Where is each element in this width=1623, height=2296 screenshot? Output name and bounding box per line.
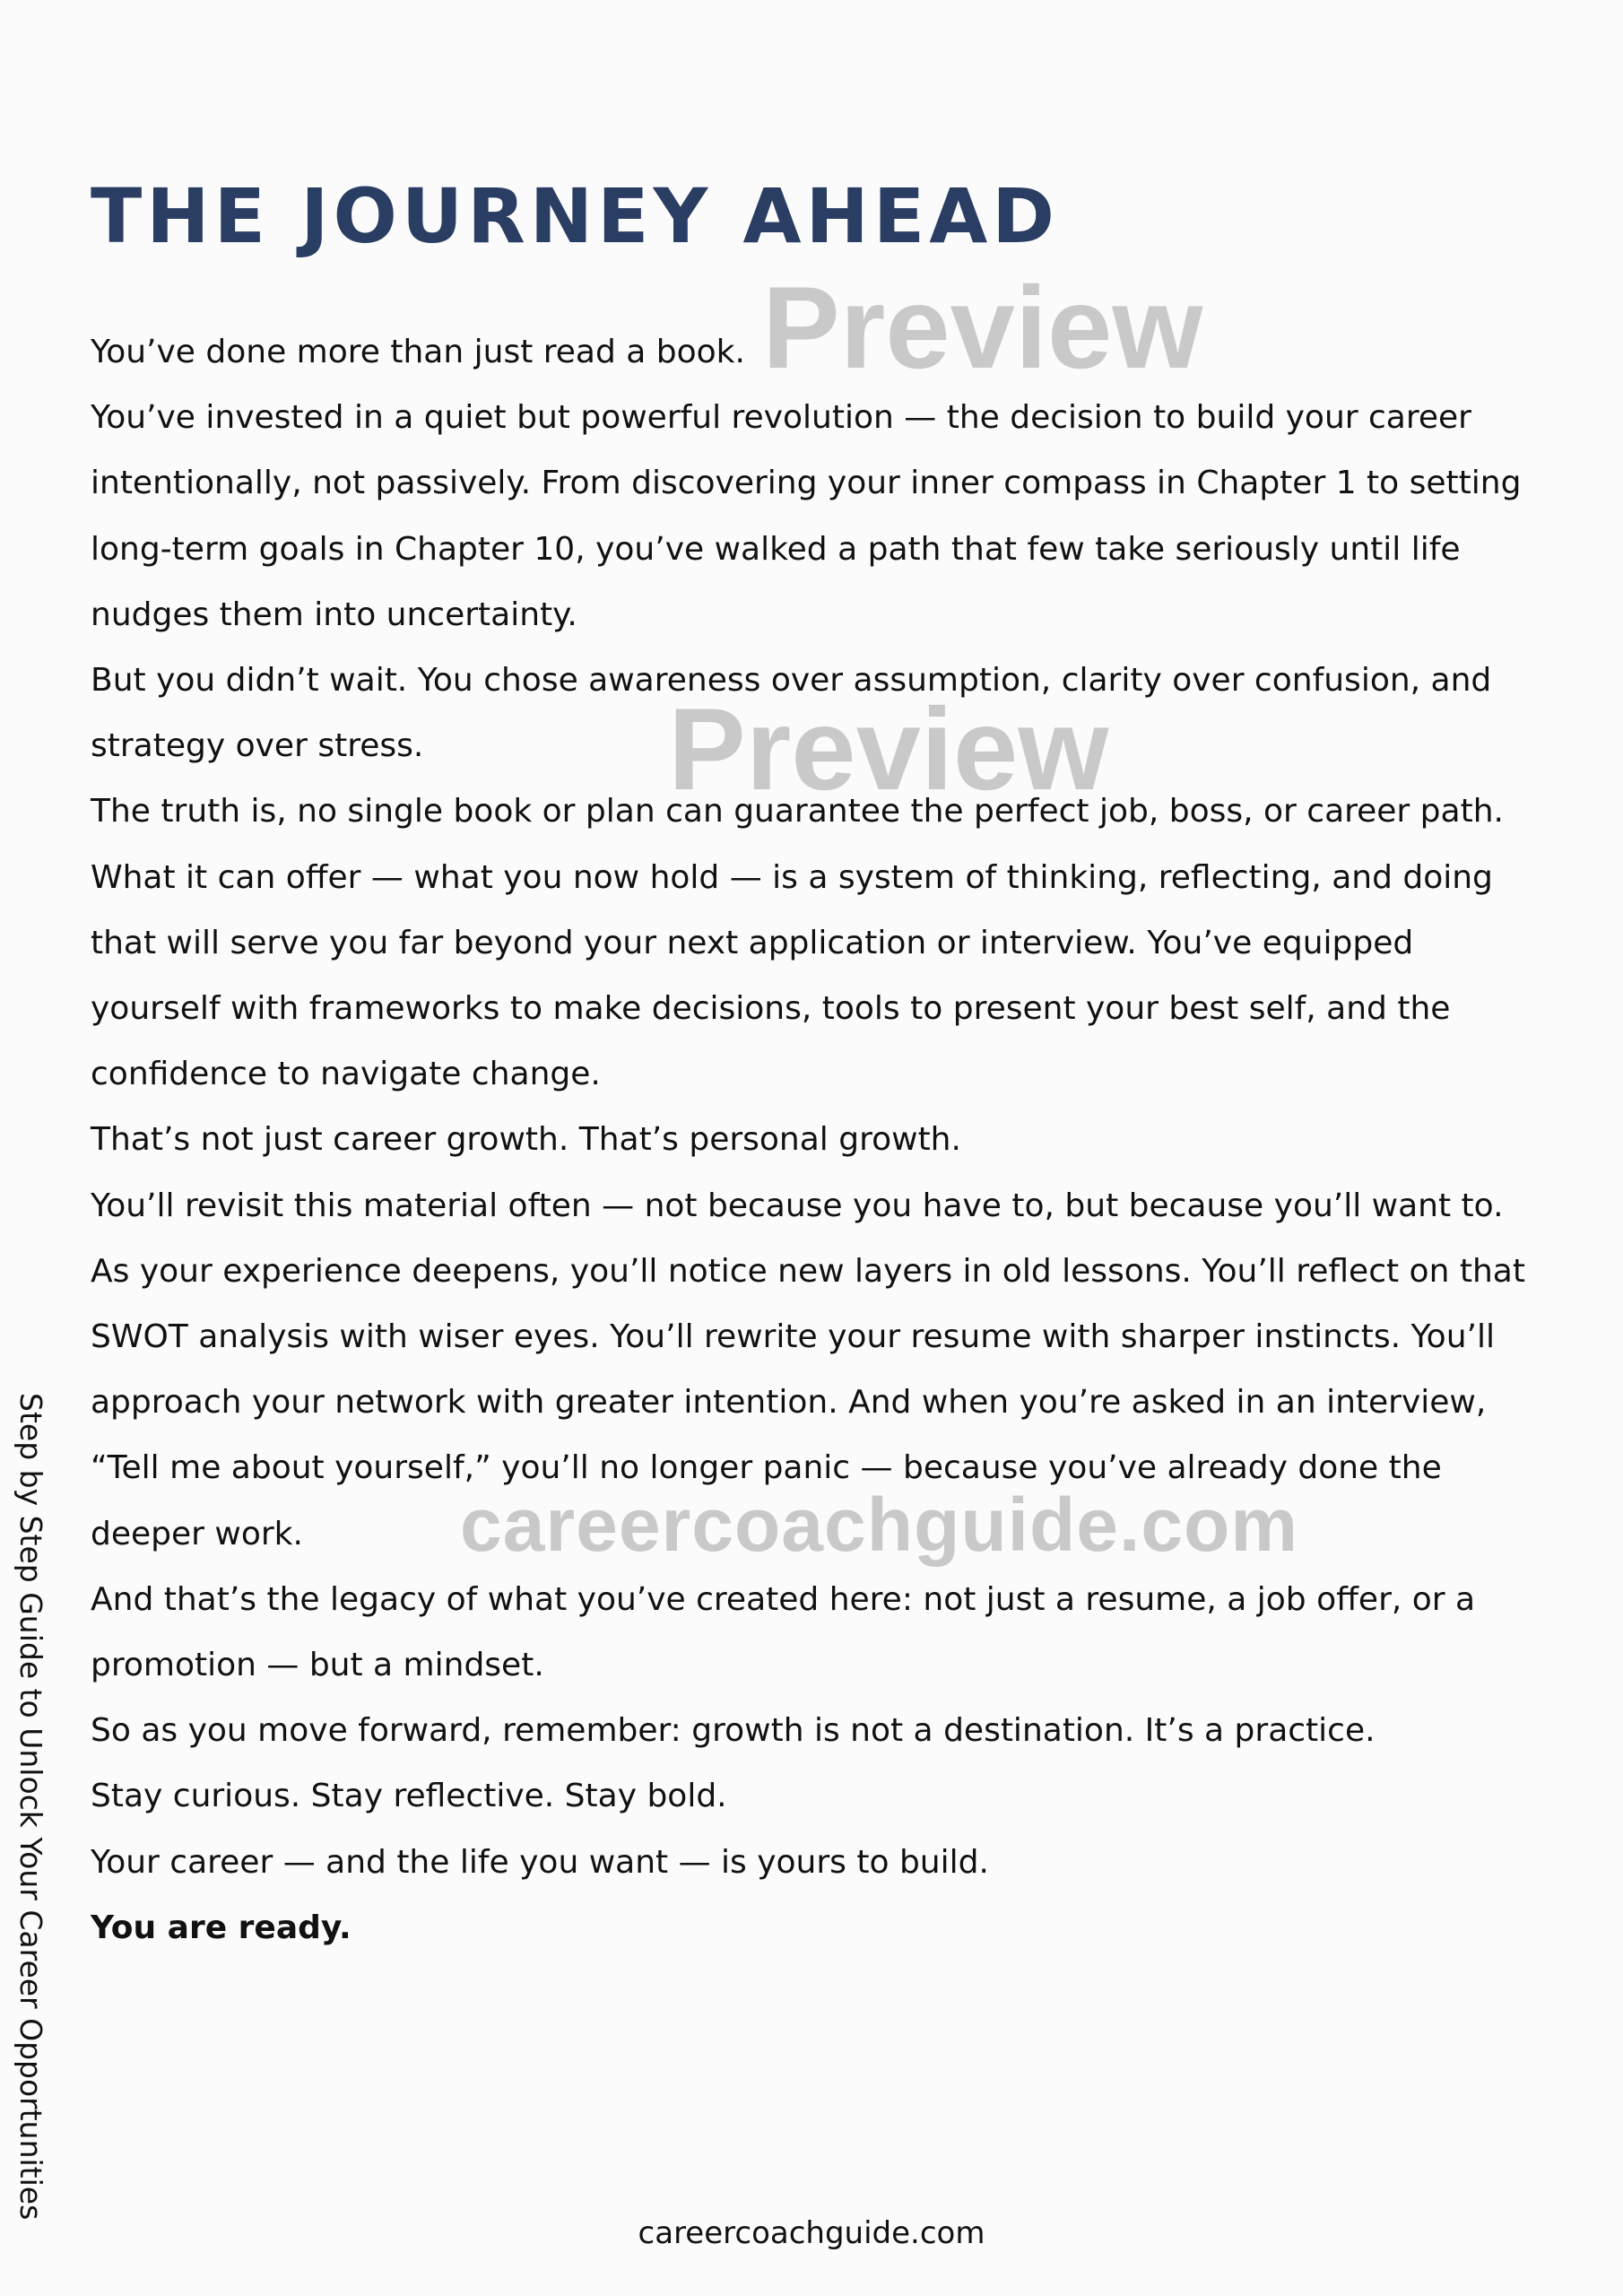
text-line: SWOT analysis with wiser eyes. You’ll rewrite your resume with sharper instincts. You’ll [91,1318,1495,1356]
paragraph [91,1698,1543,1763]
text-line: strategy over stress. [91,727,424,765]
text-line: That’s not just career growth. That’s personal growth. [91,1121,961,1159]
paragraph [91,1763,1543,1829]
paragraph [91,1567,1543,1698]
text-line: As your experience deepens, you’ll notice new layers in old lessons. You’ll reflect on that [91,1252,1525,1290]
site-watermark: careercoachguide.com [460,1483,1299,1567]
text-line: approach your network with greater intention. And when you’re asked in an interview, [91,1384,1487,1422]
text-line: Stay curious. Stay reflective. Stay bold. [91,1778,727,1815]
preview-watermark: Preview [762,262,1203,393]
text-line: long-term goals in Chapter 10, you’ve walked a path that few take seriously until life [91,530,1461,568]
body-text [91,319,1543,1961]
text-line: You are ready. [91,1909,352,1946]
text-line: deeper work. [91,1515,303,1552]
text-line: nudges them into uncertainty. [91,596,577,633]
page-title: THE JOURNEY AHEAD [91,172,1059,260]
paragraph [91,1830,1543,1895]
text-line: Your career — and the life you want — is yours to build. [91,1843,989,1881]
paragraph [91,778,1543,1107]
paragraph [91,1107,1543,1172]
text-line: You’ll revisit this material often — not because you have to, but because you’ll want to. [91,1187,1504,1224]
text-line: So as you move forward, remember: growth is not a destination. It’s a practice. [91,1712,1376,1750]
text-line: You’ve done more than just read a book. [91,334,745,370]
closing-statement [91,1895,1543,1961]
preview-watermark: Preview [668,683,1109,814]
text-line: “Tell me about yourself,” you’ll no longer panic — because you’ve already done the [91,1449,1442,1487]
paragraph [91,648,1543,778]
text-line: You’ve invested in a quiet but powerful revolution — the decision to build your career [91,399,1471,437]
text-line: The truth is, no single book or plan can guarantee the perfect job, boss, or career path. [91,793,1504,831]
side-book-title: Step by Step Guide to Unlock Your Career Opportunities [13,1393,48,2221]
text-line: But you didn’t wait. You chose awareness over assumption, clarity over confusion, and [91,662,1492,700]
text-line: yourself with frameworks to make decisions, tools to present your best self, and the [91,990,1451,1028]
text-line: And that’s the legacy of what you’ve created here: not just a resume, a job offer, or a [91,1580,1476,1618]
text-line: confidence to navigate change. [91,1056,601,1093]
paragraph [91,385,1543,648]
text-line: promotion — but a mindset. [91,1647,544,1684]
text-line: intentionally, not passively. From discovering your inner compass in Chapter 1 to setting [91,465,1522,502]
paragraph [91,1173,1543,1567]
paragraph [91,319,1543,385]
text-line: that will serve you far beyond your next application or interview. You’ve equipped [91,924,1414,961]
footer-url: careercoachguide.com [638,2215,985,2251]
text-line: What it can offer — what you now hold — is a system of thinking, reflecting, and doing [91,858,1493,896]
